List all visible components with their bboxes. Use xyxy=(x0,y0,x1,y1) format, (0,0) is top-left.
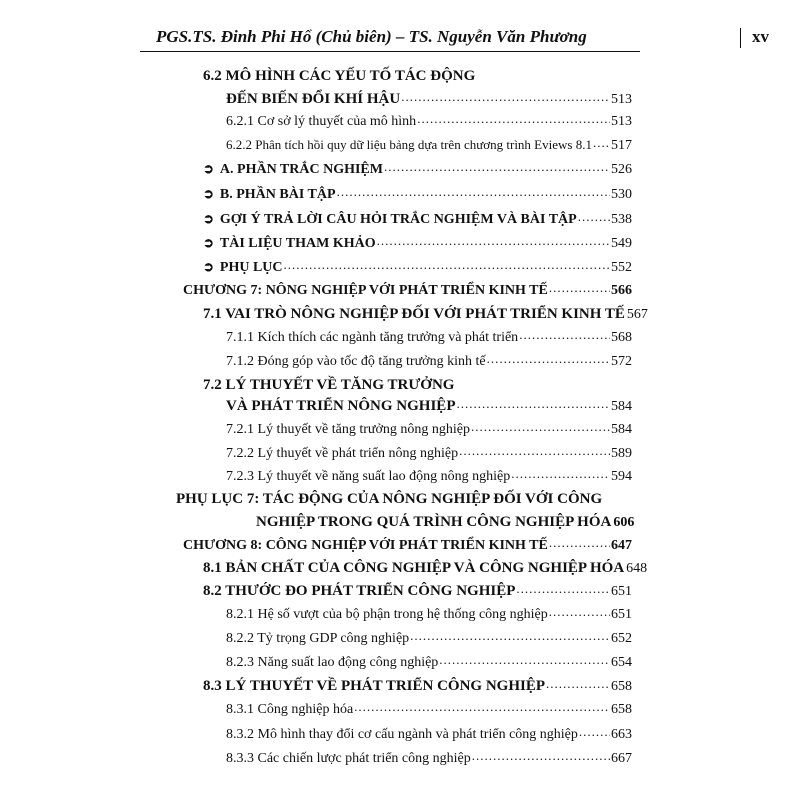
toc-entry-8-2-1[interactable] xyxy=(226,606,632,623)
toc-entry-title: 7.2.2 Lý thuyết về phát triển nông nghiệp xyxy=(226,446,459,461)
toc-entry-page: 589 xyxy=(611,446,632,461)
dot-leader xyxy=(354,699,610,716)
toc-entry-title: 6.2.2 Phân tích hồi quy dữ liệu bảng dựa trên chương trình Eviews 8.1 xyxy=(226,137,592,152)
dot-leader xyxy=(546,676,610,693)
toc-entry-page: 568 xyxy=(611,330,632,345)
header-divider xyxy=(740,28,741,48)
toc-entry-title: CHƯƠNG 7: NÔNG NGHIỆP VỚI PHÁT TRIỂN KINH TẾ xyxy=(183,283,548,298)
dot-leader xyxy=(579,724,610,741)
header-authors: PGS.TS. Đinh Phi Hổ (Chủ biên) – TS. Nguyễn Văn Phương xyxy=(156,27,587,46)
toc-entry-title: ➲ B. PHẦN BÀI TẬP xyxy=(203,186,336,203)
toc-entry-page: 606 xyxy=(613,515,635,530)
dot-leader xyxy=(417,111,610,128)
toc-entry-page: 652 xyxy=(611,631,632,646)
toc-entry-tai-lieu[interactable] xyxy=(203,235,632,252)
toc-entry-page: 538 xyxy=(611,212,632,227)
toc-entry-page: 572 xyxy=(611,354,632,369)
toc-entry-7-2-2[interactable] xyxy=(226,445,632,462)
toc-entry-title: 7.1 VAI TRÒ NÔNG NGHIỆP ĐỐI VỚI PHÁT TRIỂN KINH TẾ xyxy=(203,306,625,322)
header-page-number: xv xyxy=(752,27,769,46)
running-header xyxy=(140,24,769,50)
toc-entry-page: 647 xyxy=(611,538,632,553)
toc-entry-6-2-line1: 6.2 MÔ HÌNH CÁC YẾU TỐ TÁC ĐỘNG xyxy=(203,68,476,84)
toc-entry-page: 526 xyxy=(611,162,632,177)
toc-entry-8-2-3[interactable] xyxy=(226,654,632,671)
toc-entry-title: 8.2.1 Hệ số vượt của bộ phận trong hệ thống công nghiệp xyxy=(226,607,548,622)
toc-entry-page: 594 xyxy=(611,469,632,484)
toc-entry-trac-nghiem[interactable] xyxy=(203,161,632,178)
toc-entry-title: ➲ GỢI Ý TRẢ LỜI CÂU HỎI TRẮC NGHIỆM VÀ BÀI TẬP xyxy=(203,211,577,228)
dot-leader xyxy=(519,327,610,344)
toc-entry-page: 584 xyxy=(611,422,632,437)
toc-entry-page: 654 xyxy=(611,655,632,670)
toc-entry-7-2-3[interactable] xyxy=(226,468,632,485)
dot-leader xyxy=(337,184,610,201)
toc-entry-8-3-2[interactable] xyxy=(226,726,632,743)
toc-entry-title: 8.3.1 Công nghiệp hóa xyxy=(226,702,354,717)
toc-entry-title: 6.2.1 Cơ sở lý thuyết của mô hình xyxy=(226,114,417,129)
dot-leader xyxy=(549,280,610,297)
dot-leader xyxy=(578,209,610,226)
toc-entry-title: 8.2 THƯỚC ĐO PHÁT TRIỂN CÔNG NGHIỆP xyxy=(203,583,516,599)
toc-entry-6-2-1[interactable] xyxy=(226,113,632,130)
toc-entry-title: VÀ PHÁT TRIỂN NÔNG NGHIỆP xyxy=(226,398,456,414)
toc-entry-7-2[interactable] xyxy=(226,398,632,415)
toc-entry-page: 549 xyxy=(611,236,632,251)
dot-leader xyxy=(549,535,610,552)
toc-entry-title: 8.1 BẢN CHẤT CỦA CÔNG NGHIỆP VÀ CÔNG NGHIỆP HÓA xyxy=(203,560,625,576)
toc-entry-title: 8.2.2 Tỷ trọng GDP công nghiệp xyxy=(226,631,410,646)
toc-entry-title: 8.3 LÝ THUYẾT VỀ PHÁT TRIỂN CÔNG NGHIỆP xyxy=(203,678,546,694)
toc-entry-7-1-2[interactable] xyxy=(226,353,632,370)
dot-leader xyxy=(472,748,610,765)
toc-entry-title: 7.2.1 Lý thuyết về tăng trưởng nông nghiệp xyxy=(226,422,471,437)
dot-leader xyxy=(487,351,610,368)
toc-entry-8-1[interactable] xyxy=(203,560,648,577)
toc-entry-title: 8.2.3 Năng suất lao động công nghiệp xyxy=(226,655,439,670)
toc-entry-page: 513 xyxy=(611,114,632,129)
toc-entry-page: 567 xyxy=(626,307,648,322)
dot-leader xyxy=(456,396,610,413)
dot-leader xyxy=(549,604,610,621)
dot-leader xyxy=(410,628,610,645)
toc-entry-6-2-2[interactable] xyxy=(226,137,632,154)
toc-entry-chuong-7[interactable] xyxy=(183,282,632,299)
toc-entry-title: 8.3.3 Các chiến lược phát triển công nghiệp xyxy=(226,751,471,766)
toc-entry-page: 584 xyxy=(611,399,632,414)
toc-entry-7-2-line1: 7.2 LÝ THUYẾT VỀ TĂNG TRƯỞNG xyxy=(203,377,455,393)
toc-entry-7-1[interactable] xyxy=(203,306,648,323)
toc-entry-7-1-1[interactable] xyxy=(226,329,632,346)
header-rule xyxy=(140,51,640,52)
toc-entry-title: 7.2.3 Lý thuyết về năng suất lao động nông nghiệp xyxy=(226,469,511,484)
toc-entry-6-2[interactable] xyxy=(226,91,632,108)
toc-entry-page: 667 xyxy=(611,751,632,766)
dot-leader xyxy=(384,159,610,176)
toc-entry-page: 651 xyxy=(611,584,632,599)
toc-entry-page: 663 xyxy=(611,727,632,742)
dot-leader xyxy=(511,466,610,483)
dot-leader xyxy=(401,89,610,106)
toc-entry-8-2[interactable] xyxy=(203,583,632,600)
dot-leader xyxy=(284,257,610,274)
toc-entry-8-3-3[interactable] xyxy=(226,750,632,767)
toc-entry-page: 648 xyxy=(626,561,648,576)
toc-entry-title: 8.3.2 Mô hình thay đổi cơ cấu ngành và phát triển công nghiệp xyxy=(226,727,578,742)
dot-leader xyxy=(593,135,610,151)
toc-entry-8-2-2[interactable] xyxy=(226,630,632,647)
toc-entry-title: ➲ A. PHẦN TRẮC NGHIỆM xyxy=(203,161,383,178)
dot-leader xyxy=(439,652,610,669)
toc-entry-title: ➲ TÀI LIỆU THAM KHẢO xyxy=(203,235,376,252)
dot-leader xyxy=(471,419,610,436)
toc-entry-title: 7.1.2 Đóng góp vào tốc độ tăng trưởng kinh tế xyxy=(226,354,486,369)
toc-entry-page: 651 xyxy=(611,607,632,622)
toc-entry-phu-luc[interactable] xyxy=(203,259,632,276)
toc-entry-page: 658 xyxy=(611,679,632,694)
toc-entry-8-3[interactable] xyxy=(203,678,632,695)
toc-entry-page: 658 xyxy=(611,702,632,717)
toc-entry-chuong-8[interactable] xyxy=(183,537,632,554)
toc-entry-title: ➲ PHỤ LỤC xyxy=(203,259,283,276)
dot-leader xyxy=(377,233,610,250)
toc-entry-goi-y[interactable] xyxy=(203,211,632,228)
toc-entry-page: 517 xyxy=(611,138,632,153)
toc-entry-page: 566 xyxy=(611,283,632,298)
toc-entry-8-3-1[interactable] xyxy=(226,701,632,718)
toc-entry-title: CHƯƠNG 8: CÔNG NGHIỆP VỚI PHÁT TRIỂN KINH TẾ xyxy=(183,538,548,553)
toc-entry-title: 7.1.1 Kích thích các ngành tăng trưởng và phát triển xyxy=(226,330,519,345)
toc-entry-7-2-1[interactable] xyxy=(226,421,632,438)
toc-entry-page: 513 xyxy=(611,92,632,107)
toc-entry-phu-luc-7-line1: PHỤ LỤC 7: TÁC ĐỘNG CỦA NÔNG NGHIỆP ĐỐI VỚI CÔNG xyxy=(176,491,603,507)
dot-leader xyxy=(516,581,610,598)
dot-leader xyxy=(459,443,610,460)
toc-entry-title: NGHIỆP TRONG QUÁ TRÌNH CÔNG NGHIỆP HÓA xyxy=(256,514,612,530)
toc-entry-title: ĐẾN BIẾN ĐỔI KHÍ HẬU xyxy=(226,91,401,107)
toc-entry-bai-tap[interactable] xyxy=(203,186,632,203)
toc-entry-phu-luc-7[interactable] xyxy=(256,514,635,531)
toc-entry-page: 530 xyxy=(611,187,632,202)
toc-entry-page: 552 xyxy=(611,260,632,275)
